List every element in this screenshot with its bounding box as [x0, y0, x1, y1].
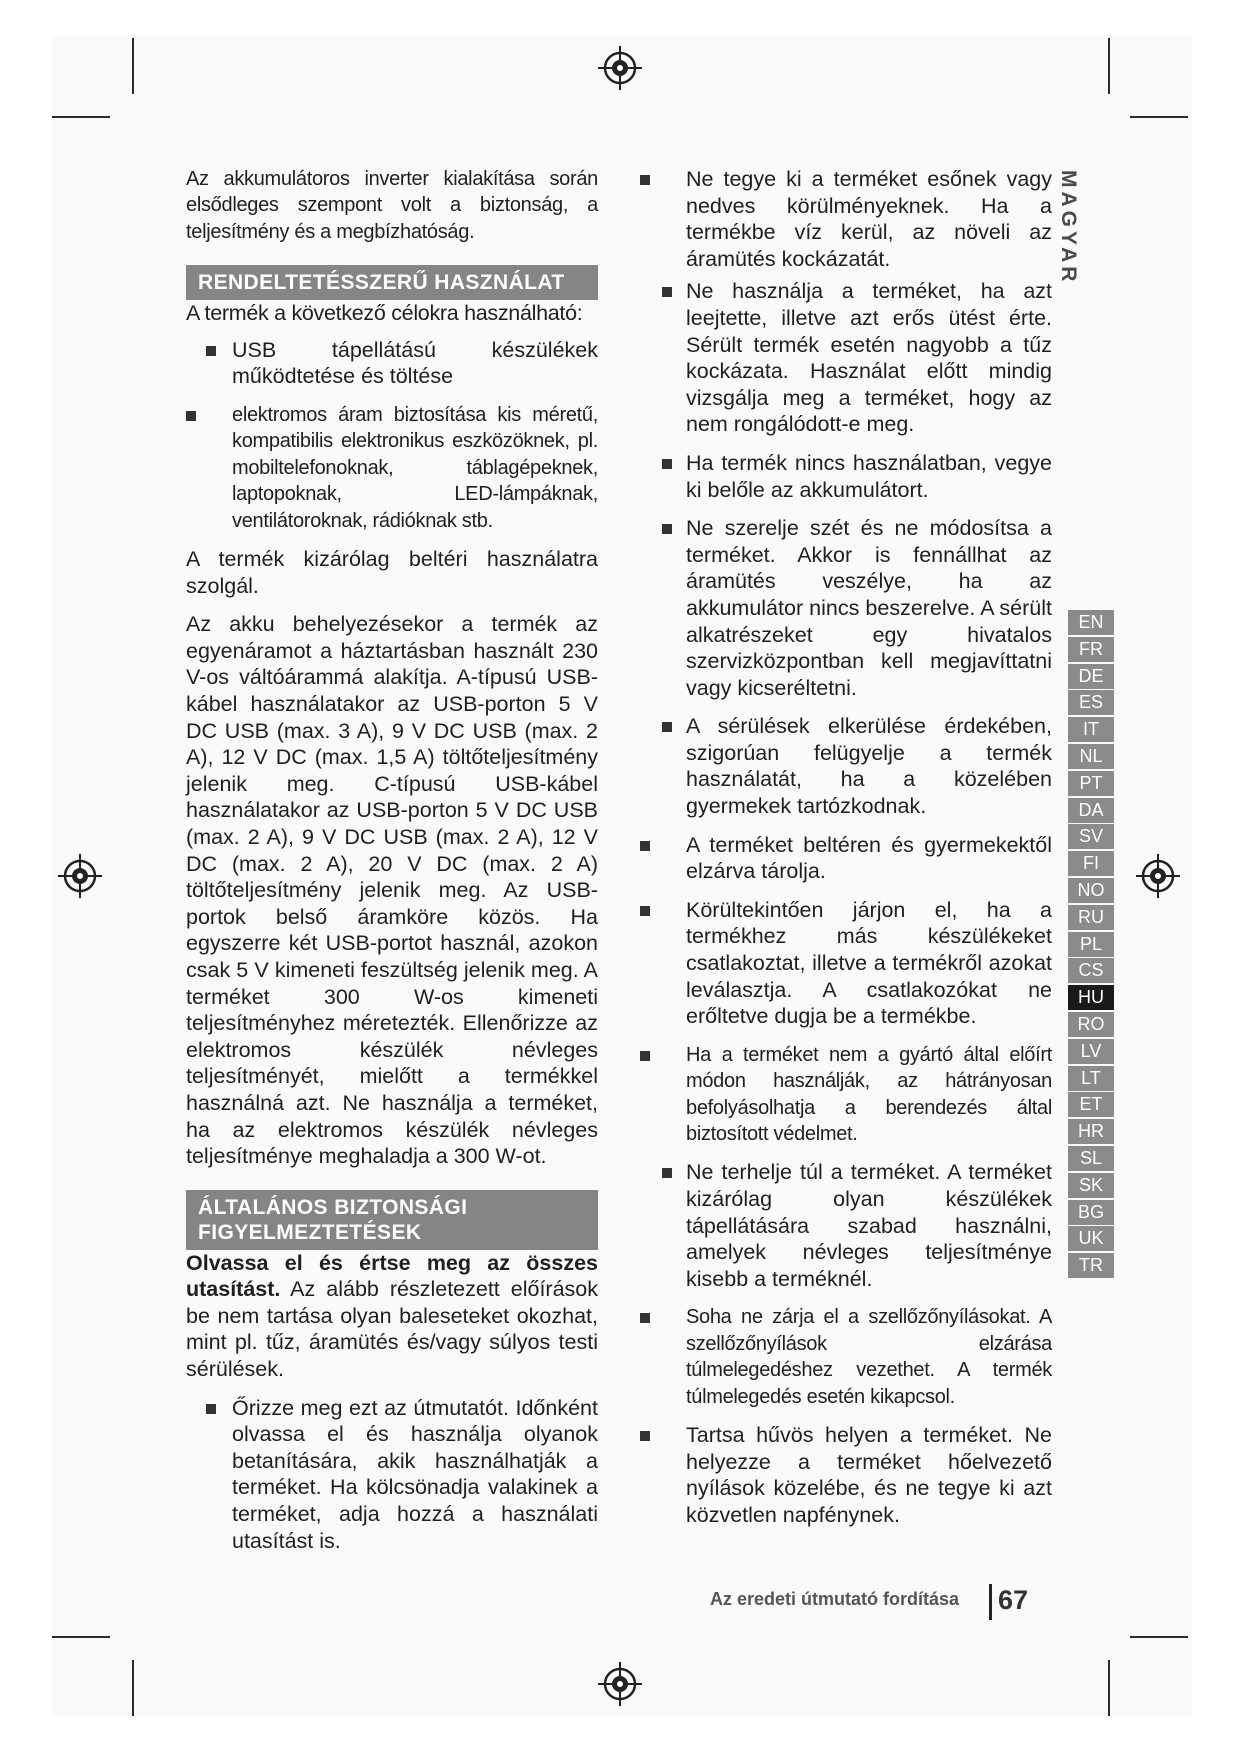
- language-tab-tr[interactable]: TR: [1068, 1253, 1114, 1278]
- section-heading-intended-use: RENDELTETÉSSZERŰ HASZNÁLAT: [186, 265, 598, 300]
- indoor-paragraph: A termék kizárólag beltéri használatra szolgál.: [186, 547, 598, 598]
- language-tab-hu[interactable]: HU: [1068, 985, 1114, 1010]
- bullet-square-icon: [640, 841, 650, 851]
- read-instructions-paragraph: Olvassa el és értse meg az összes utasítást. Az alább részletezett előírások be nem tartása olyan baleseteket okozhat, mint pl. tűz, áramütés és/vagy súlyos testi sérülések.: [186, 1250, 598, 1382]
- registration-mark-icon: [596, 44, 644, 92]
- language-tab-uk[interactable]: UK: [1068, 1226, 1114, 1251]
- bullet-square-icon: [206, 1404, 216, 1414]
- language-tab-sl[interactable]: SL: [1068, 1146, 1114, 1171]
- language-tab-cs[interactable]: CS: [1068, 958, 1114, 983]
- bullet-square-icon: [640, 1051, 650, 1061]
- bullet-square-icon: [662, 287, 672, 297]
- bullet-square-icon: [662, 722, 672, 732]
- list-item: elektromos áram biztosítása kis méretű, kompatibilis elektronikus eszközöknek, pl. mobiltelefonoknak, táblagépeknek, laptopoknak, LED-lámpáknak, ventilátoroknak, rádióknak stb.: [186, 402, 598, 534]
- language-tab-de[interactable]: DE: [1068, 664, 1114, 689]
- registration-mark-icon: [596, 1660, 644, 1708]
- list-item: Ne szerelje szét és ne módosítsa a terméket. Akkor is fennállhat az áramütés veszélye, ha az akkumulátor nincs beszerelve. A sérült alkatrészeket egy hivatalos szervizközpontban kell megjavíttatni vagy kicseréltetni.: [640, 515, 1052, 701]
- bullet-square-icon: [640, 1313, 650, 1323]
- crop-mark: [132, 1660, 134, 1716]
- bullet-square-icon: [662, 524, 672, 534]
- list-item: A sérülések elkerülése érdekében, szigorúan felügyelje a termék használatát, ha a közelében gyermekek tartózkodnak.: [640, 713, 1052, 819]
- bullet-square-icon: [640, 1431, 650, 1441]
- bullet-square-icon: [640, 906, 650, 916]
- language-tab-no[interactable]: NO: [1068, 878, 1114, 903]
- language-tab-sk[interactable]: SK: [1068, 1173, 1114, 1198]
- registration-mark-icon: [1134, 852, 1182, 900]
- language-tab-sv[interactable]: SV: [1068, 824, 1114, 849]
- language-tab-pt[interactable]: PT: [1068, 771, 1114, 796]
- list-item: Körültekintően járjon el, ha a termékhez más készülékeket csatlakoztat, illetve a termékről azokat leválasztja. A csatlakozókat ne erőltetve dugja be a termékbe.: [640, 897, 1052, 1030]
- list-item: Tartsa hűvös helyen a terméket. Ne helyezze a terméket hőelvezető nyílások közelébe, és ne tegye ki azt közvetlen napfénynek.: [640, 1422, 1052, 1528]
- list-item: USB tápellátású készülékek működtetése és töltése: [186, 337, 598, 390]
- technical-paragraph: Az akku behelyezésekor a termék az egyenáramot a háztartásban használt 230 V-os váltóárammá alakítja. A-típusú USB-kábel használatakor az USB-porton 5 V DC USB (max. 3 A), 9 V DC USB (max. 2 A), 12 V DC (max. 1,5 A) töltőteljesítmény jelenik meg. C-típusú USB-kábel használatakor az USB-porton 5 V DC USB (max. 2 A), 9 V DC USB (max. 2 A), 12 V DC (max. 2 A), 20 V DC (max. 2 A) töltőteljesítmény jelenik meg. Az USB-portok belső áramköre közös. Ha egyszerre két USB-portot használ, azokon csak 5 V kimeneti feszültség jelenik meg. A terméket 300 W-os kimeneti teljesítményhez méretezték. Ellenőrizze az elektromos készülék névleges teljesítményét, mielőtt a termékkel használná azt. Ne használja a terméket, ha az elektromos készülék névleges teljesítménye meghaladja a 300 W-ot.: [186, 612, 598, 1169]
- left-column: [186, 166, 598, 1554]
- language-tab-fr[interactable]: FR: [1068, 637, 1114, 662]
- list-item: Ha a terméket nem a gyártó által előírt módon használják, az hátrányosan befolyásolhatja a berendezés által biztosított védelmet.: [640, 1042, 1052, 1148]
- language-tab-da[interactable]: DA: [1068, 798, 1114, 823]
- crop-mark: [1108, 1660, 1110, 1716]
- bullet-square-icon: [206, 346, 216, 356]
- language-tab-en[interactable]: EN: [1068, 610, 1114, 635]
- list-item: Soha ne zárja el a szellőzőnyílásokat. A szellőzőnyílások elzárása túlmelegedéshez vezethet. A termék túlmelegedés esetén kikapcsol.: [640, 1304, 1052, 1410]
- language-tab-pl[interactable]: PL: [1068, 932, 1114, 957]
- language-tab-fi[interactable]: FI: [1068, 851, 1114, 876]
- language-tab-et[interactable]: ET: [1068, 1092, 1114, 1117]
- language-tab-it[interactable]: IT: [1068, 717, 1114, 742]
- language-tab-hr[interactable]: HR: [1068, 1119, 1114, 1144]
- crop-mark: [52, 1636, 110, 1638]
- list-item: Ha termék nincs használatban, vegye ki belőle az akkumulátort.: [640, 450, 1052, 503]
- crop-mark: [1130, 116, 1188, 118]
- list-item: A terméket beltéren és gyermekektől elzárva tárolja.: [640, 832, 1052, 885]
- crop-mark: [1108, 38, 1110, 94]
- usage-intro: A termék a következő célokra használható:: [186, 301, 583, 326]
- bullet-square-icon: [186, 411, 196, 421]
- bullet-square-icon: [640, 175, 650, 185]
- crop-mark: [52, 116, 110, 118]
- crop-mark: [1130, 1636, 1188, 1638]
- language-tab-nl[interactable]: NL: [1068, 744, 1114, 769]
- bullet-square-icon: [662, 1168, 672, 1178]
- language-title: MAGYAR: [1057, 170, 1080, 286]
- registration-mark-icon: [56, 852, 104, 900]
- list-item: Ne tegye ki a terméket esőnek vagy nedves körülményeknek. Ha a termékbe víz kerül, az növeli az áramütés kockázatát.: [640, 166, 1052, 272]
- right-column: [640, 166, 1052, 1528]
- language-tab-ru[interactable]: RU: [1068, 905, 1114, 930]
- list-item: Ne terhelje túl a terméket. A terméket kizárólag olyan készülékek tápellátására szabad használni, amelyek névleges teljesítménye kisebb a terméknél.: [640, 1159, 1052, 1292]
- language-tab-lv[interactable]: LV: [1068, 1039, 1114, 1064]
- bullet-square-icon: [662, 459, 672, 469]
- language-tab-es[interactable]: ES: [1068, 690, 1114, 715]
- footer-divider: [989, 1584, 992, 1620]
- list-item: Őrizze meg ezt az útmutatót. Időnként olvassa el és használja olyanok betanítására, akik használhatják a terméket. Ha kölcsönadja valakinek a terméket, adja hozzá a használati utasítást is.: [186, 1395, 598, 1555]
- footer-note: Az eredeti útmutató fordítása: [710, 1589, 960, 1609]
- list-item: Ne használja a terméket, ha azt leejtette, illetve azt erős ütést érte. Sérült termék esetén nagyobb a tűz kockázata. Használat előtt mindig vizsgálja meg a terméket, hogy az nem rongálódott-e meg.: [640, 278, 1052, 438]
- crop-mark: [132, 38, 134, 94]
- language-tab-bg[interactable]: BG: [1068, 1200, 1114, 1225]
- page-number: 67: [998, 1585, 1029, 1615]
- language-tab-lt[interactable]: LT: [1068, 1066, 1114, 1091]
- language-tabs: [1068, 610, 1114, 1280]
- section-heading-safety: ÁLTALÁNOS BIZTONSÁGI FIGYELMEZTETÉSEK: [186, 1190, 598, 1250]
- intro-paragraph: Az akkumulátoros inverter kialakítása során elsődleges szempont volt a biztonság, a teljesítmény és a megbízhatóság.: [186, 168, 598, 243]
- language-tab-ro[interactable]: RO: [1068, 1012, 1114, 1037]
